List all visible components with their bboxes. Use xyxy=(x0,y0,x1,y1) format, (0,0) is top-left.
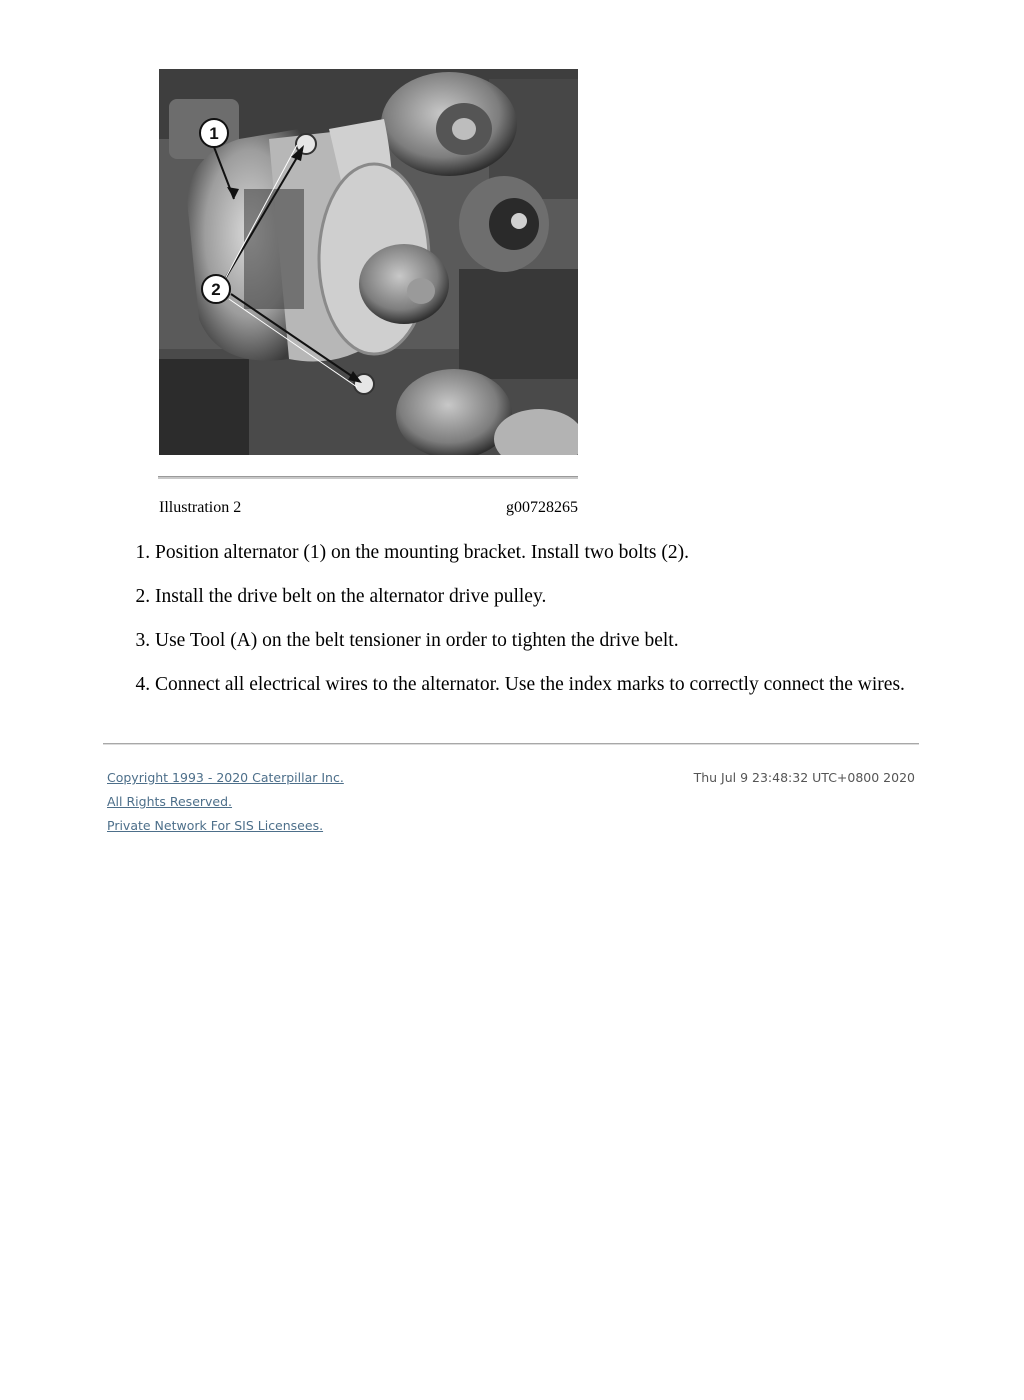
callout-2 xyxy=(202,275,230,303)
step-3: 3. Use Tool (A) on the belt tensioner in order to tighten the drive belt. xyxy=(155,629,955,653)
step-1: 1. Position alternator (1) on the mounting bracket. Install two bolts (2). xyxy=(155,541,955,565)
network-link[interactable]: Private Network For SIS Licensees. xyxy=(107,818,324,833)
alternator-photo xyxy=(159,69,578,455)
svg-text:2: 2 xyxy=(211,280,221,299)
alternator-illustration xyxy=(159,69,578,455)
copyright-link[interactable]: Copyright 1993 - 2020 Caterpillar Inc. xyxy=(107,770,344,785)
footer-divider xyxy=(103,743,919,745)
step-4: 4. Connect all electrical wires to the alternator. Use the index marks to correctly connect the wires. xyxy=(155,673,955,697)
timestamp: Thu Jul 9 23:48:32 UTC+0800 2020 xyxy=(693,770,915,785)
callout-1 xyxy=(200,119,228,147)
rights-link[interactable]: All Rights Reserved. xyxy=(107,794,233,809)
step-2: 2. Install the drive belt on the alternator drive pulley. xyxy=(155,585,955,609)
svg-text:1: 1 xyxy=(209,124,219,143)
illustration-label: Illustration 2 xyxy=(159,499,242,516)
figure-divider xyxy=(158,476,578,479)
page-footer xyxy=(107,766,915,838)
graphic-id: g00728265 xyxy=(506,499,578,516)
installation-steps xyxy=(110,541,955,717)
